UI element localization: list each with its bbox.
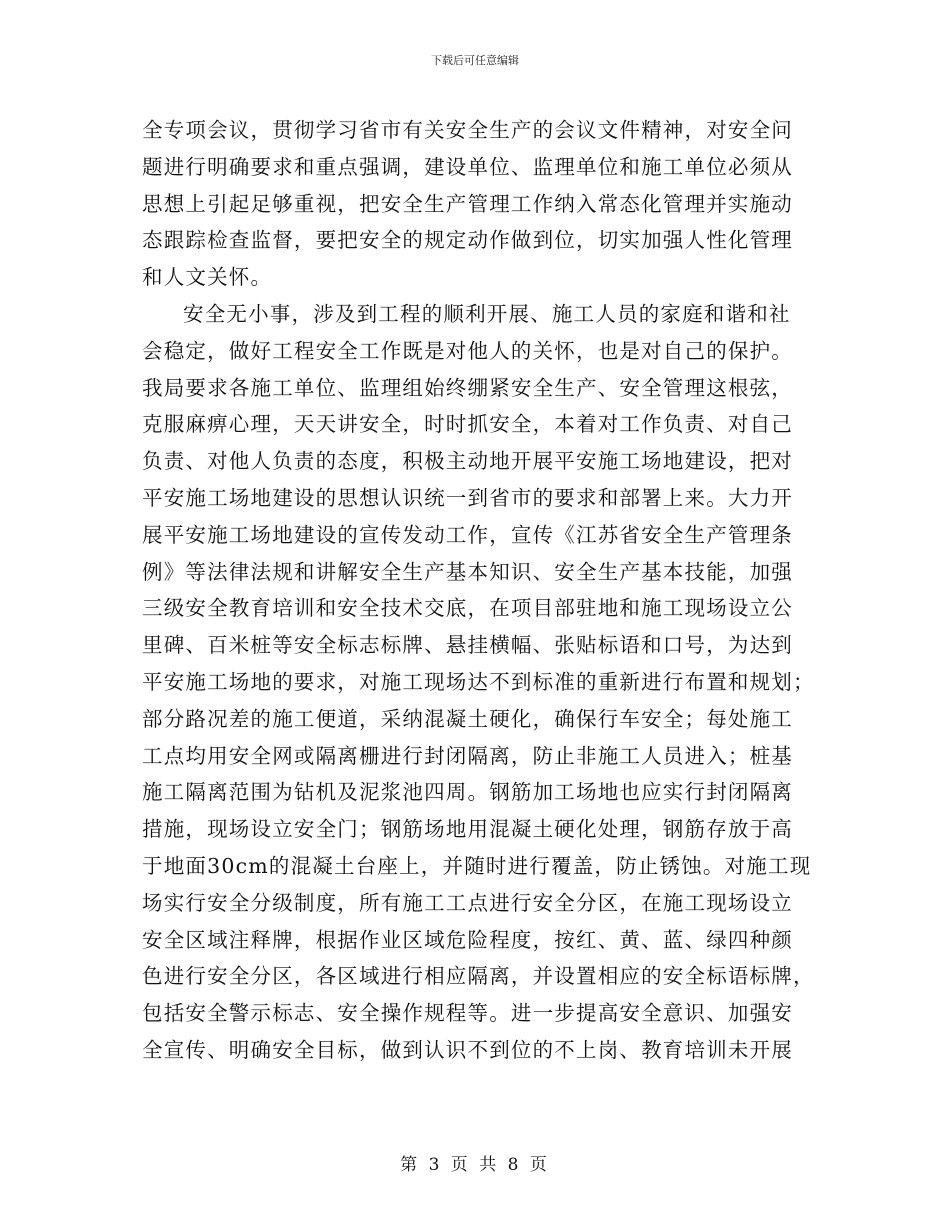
paragraph-first-line: 安全无小事，涉及到工程的顺利开展、施工人员的家庭和谐和社 — [183, 301, 791, 326]
text-line: 三级安全教育培训和安全技术交底，在项目部驻地和施工现场设立公 — [142, 596, 793, 621]
text-line: 会稳定，做好工程安全工作既是对他人的关怀，也是对自己的保护。 — [142, 338, 793, 363]
text-line: 全宣传、明确安全目标，做到认识不到位的不上岗、教育培训未开展 — [142, 1037, 793, 1062]
text-line: 和人文关怀。 — [142, 265, 273, 290]
text-line: 例》等法律法规和讲解安全生产基本知识、安全生产基本技能，加强 — [142, 559, 793, 584]
text-line: 场实行安全分级制度，所有施工工点进行安全分区，在施工现场设立 — [142, 890, 793, 915]
text-line: 思想上引起足够重视，把安全生产管理工作纳入常态化管理并实施动 — [142, 191, 793, 216]
text-line: 题进行明确要求和重点强调，建设单位、监理单位和施工单位必须从 — [142, 154, 793, 179]
text-line: 平安施工场地的要求，对施工现场达不到标准的重新进行布置和规划； — [142, 669, 815, 694]
text-line: 态跟踪检查监督，要把安全的规定动作做到位，切实加强人性化管理 — [142, 228, 793, 253]
text-line: 措施，现场设立安全门；钢筋场地用混凝土硬化处理，钢筋存放于高 — [142, 817, 793, 842]
text-line: 施工隔离范围为钻机及泥浆池四周。钢筋加工场地也应实行封闭隔离 — [142, 780, 793, 805]
text-line: 克服麻痹心理，天天讲安全，时时抓安全，本着对工作负责、对自己 — [142, 412, 793, 437]
page-number-footer: 第 3 页 共 8 页 — [400, 1155, 550, 1175]
text-line: 包括安全警示标志、安全操作规程等。进一步提高安全意识、加强安 — [142, 1001, 793, 1026]
text-line: 色进行安全分区，各区域进行相应隔离，并设置相应的安全标语标牌， — [142, 964, 815, 989]
text-line: 部分路况差的施工便道，采纳混凝土硬化，确保行车安全；每处施工 — [142, 706, 793, 731]
text-line: 安全区域注释牌，根据作业区域危险程度，按红、黄、蓝、绿四种颜 — [142, 927, 793, 952]
text-line: 展平安施工场地建设的宣传发动工作，宣传《江苏省安全生产管理条 — [142, 522, 793, 547]
text-line: 平安施工场地建设的思想认识统一到省市的要求和部署上来。大力开 — [142, 485, 793, 510]
body-text — [142, 112, 815, 1069]
text-line: 里碑、百米桩等安全标志标牌、悬挂横幅、张贴标语和口号，为达到 — [142, 633, 793, 658]
text-line: 负责、对他人负责的态度，积极主动地开展平安施工场地建设，把对 — [142, 449, 793, 474]
text-line: 我局要求各施工单位、监理组始终绷紧安全生产、安全管理这根弦， — [142, 375, 793, 400]
text-line: 于地面30cm的混凝土台座上，并随时进行覆盖，防止锈蚀。对施工现 — [142, 853, 812, 878]
page-header: 下载后可任意编辑 — [431, 54, 519, 67]
text-line: 工点均用安全网或隔离栅进行封闭隔离，防止非施工人员进入；桩基 — [142, 743, 793, 768]
text-line: 全专项会议，贯彻学习省市有关安全生产的会议文件精神，对安全问 — [142, 118, 793, 142]
